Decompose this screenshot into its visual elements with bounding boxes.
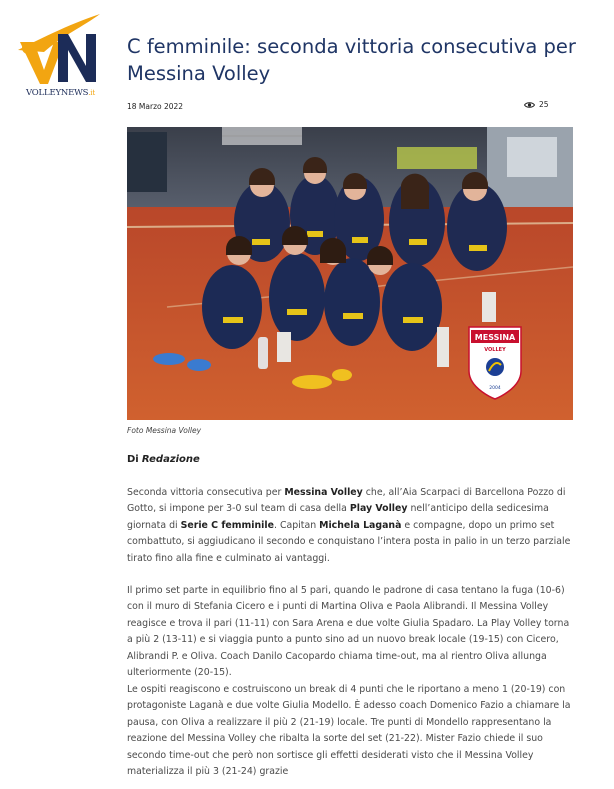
article-paragraph-1: Seconda vittoria consecutiva per Messina Volley che, all’Aia Scarpaci di Barcellona Pozzo di Gotto, si impone per 3-0 sul team di casa della Play Volley nell’anticipo della sedicesima giornata di Serie C femminile. Capitan Michela Laganà e compagne, dopo un primo set combattuto, si aggiudicano il secondo e conquistano l’intera posta in palio in un terzo parziale tirato fino alla fine e culminato ai vantaggi.	[127, 487, 571, 564]
article-paragraph-2: Il primo set parte in equilibrio fino al 5 pari, quando le padrone di casa tentano la fuga (10-6) con il muro di Stefania Cicero e i punti di Martina Oliva e Paola Alibrandi. Il Messina Volley reagisce e trova il pari (11-11) con Sara Arena e due volte Giulia Spadaro. La Play Volley torna a più 2 (13-11) e si viaggia punto a punto sino ad un nuovo break locale (19-15) con Cicero, Alibrandi P. e Oliva. Coach Danilo Cacopardo chiama time-out, ma al rientro Oliva allunga ulteriormente (20-15).	[127, 585, 570, 679]
eye-icon	[524, 101, 535, 109]
photo-caption: Foto Messina Volley	[127, 426, 202, 435]
club-badge-icon	[469, 327, 521, 399]
view-count	[524, 100, 549, 109]
badge-year: 2004	[489, 386, 501, 391]
byline	[127, 454, 200, 465]
byline-author: Redazione	[141, 454, 200, 465]
logo-wordmark: VOLLEYNEWS.it	[26, 88, 95, 98]
site-logo[interactable]	[14, 12, 110, 98]
team-photo-image	[127, 127, 573, 420]
view-count-value: 25	[539, 100, 549, 109]
article-paragraph-3: Le ospiti reagiscono e costruiscono un break di 4 punti che le riportano a meno 1 (20-19) con protagoniste Laganà e due volte Giulia Modello. È adesso coach Domenico Fazio a chiamare la pausa, con Oliva a realizzare il più 2 (21-19) locale. Tre punti di Mondello rappresentano la reazione del Messina Volley che ribalta la sorte del set (21-22). Mister Fazio chiede il suo secondo time-out che però non sortisce gli effetti desiderati visto che il Messina Volley materializza il più 3 (21-24) grazie	[127, 684, 571, 778]
badge-subtitle: VOLLEY	[484, 347, 506, 353]
volleynews-logo-icon	[14, 12, 110, 92]
badge-title: MESSINA	[474, 333, 516, 342]
article-date: 18 Marzo 2022	[127, 102, 184, 111]
article-photo[interactable]	[127, 127, 573, 420]
article-title: C femminile: seconda vittoria consecutiva per Messina Volley	[127, 35, 576, 85]
byline-prefix: Di	[127, 454, 139, 465]
